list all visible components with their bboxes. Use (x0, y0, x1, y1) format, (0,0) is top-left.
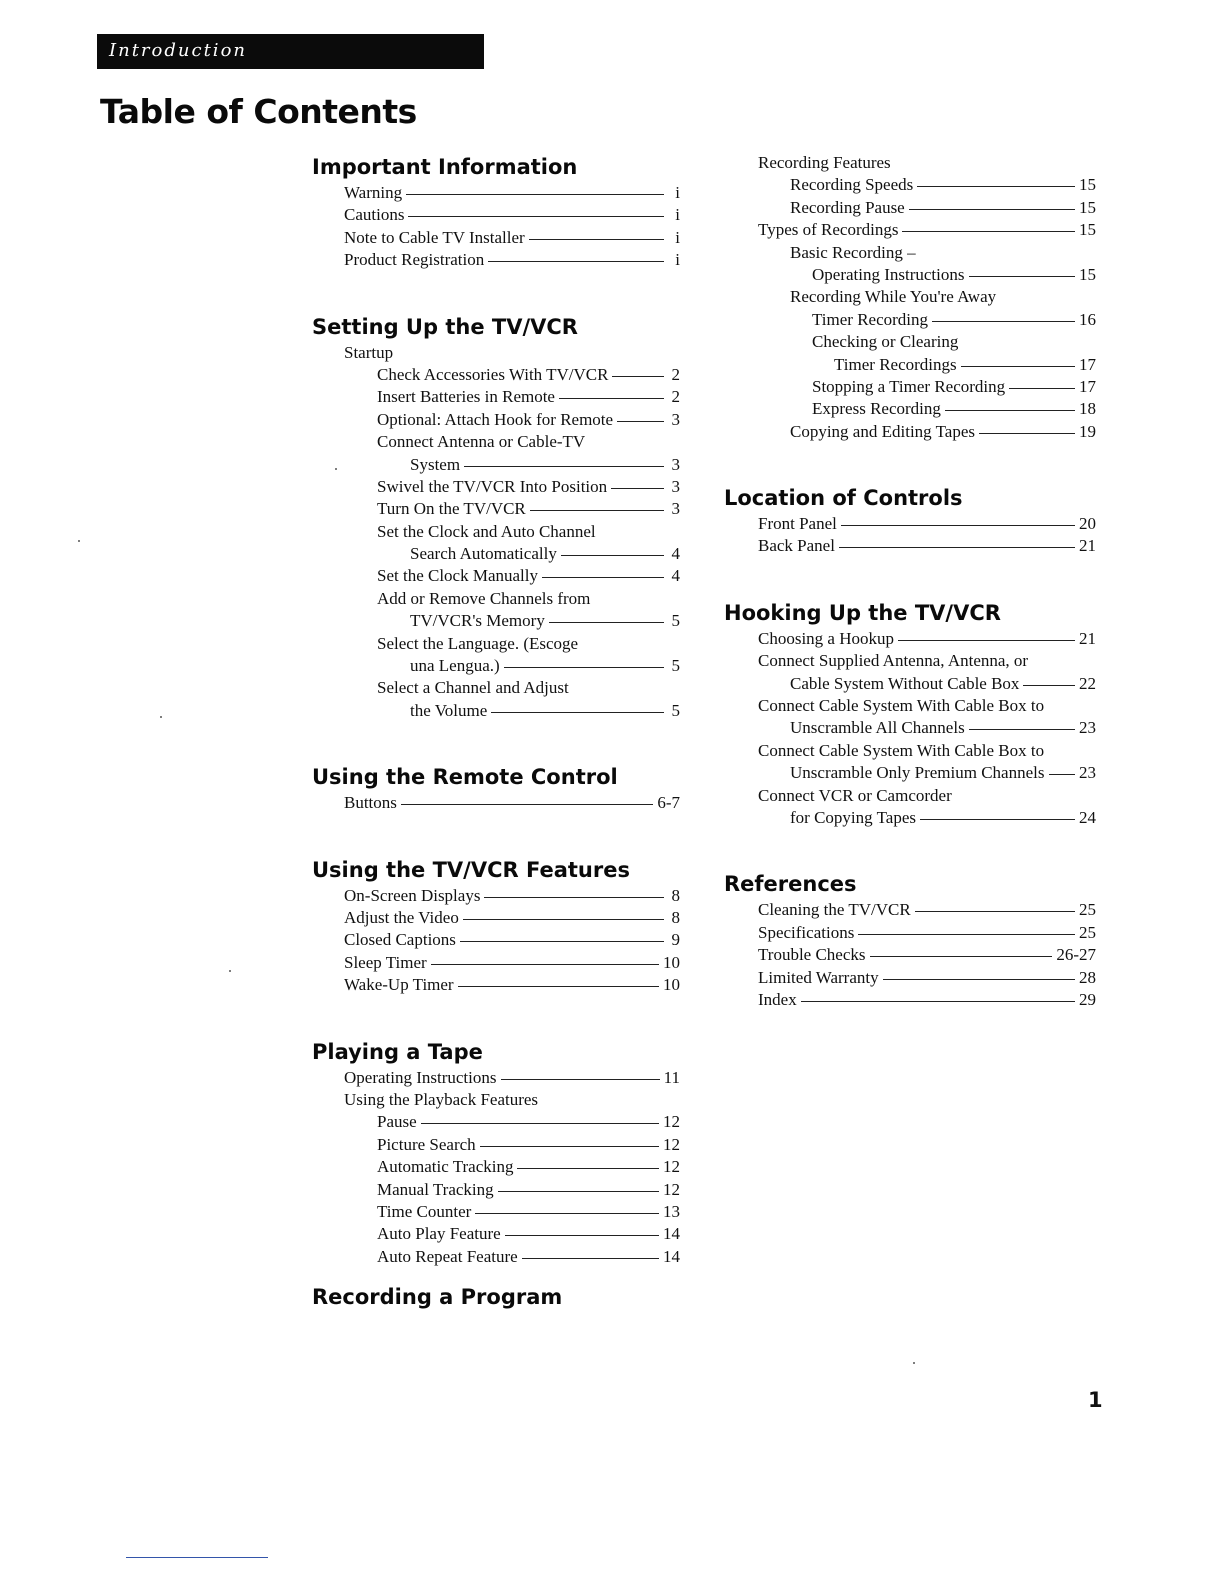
toc-entry-page: 19 (1079, 421, 1096, 441)
toc-entry-label: Recording Speeds (790, 175, 914, 195)
toc-entry (312, 1067, 680, 1089)
toc-entry (312, 1156, 680, 1178)
dot-leader (841, 525, 1075, 526)
toc-entry (724, 673, 1096, 695)
dot-leader (969, 276, 1076, 277)
toc-entry (724, 628, 1096, 650)
toc-entry (312, 1223, 680, 1245)
toc-section (312, 1037, 680, 1269)
page-number: 1 (1088, 1388, 1103, 1412)
toc-entry-page: 25 (1079, 922, 1096, 942)
toc-entry (312, 409, 680, 431)
dot-leader (491, 712, 664, 713)
dot-leader (431, 964, 659, 965)
toc-entry (724, 398, 1096, 420)
toc-section (724, 483, 1096, 558)
toc-entry-label: Startup (344, 342, 394, 362)
toc-entry-label: Optional: Attach Hook for Remote (377, 409, 614, 429)
toc-entry (312, 974, 680, 996)
dot-leader (858, 934, 1075, 935)
toc-entry-label: Unscramble Only Premium Channels (790, 763, 1045, 783)
section-heading: Using the TV/VCR Features (312, 857, 630, 882)
toc-right-column (724, 152, 1096, 1051)
toc-entry-label: Connect VCR or Camcorder (758, 785, 952, 805)
toc-entry-page: 15 (1079, 197, 1096, 217)
dot-leader (898, 640, 1075, 641)
dot-leader (542, 577, 664, 578)
toc-entry-page: 4 (671, 566, 680, 586)
toc-entry-page: 12 (663, 1179, 680, 1199)
toc-entry-label: Types of Recordings (758, 220, 899, 240)
dot-leader (458, 986, 659, 987)
dot-leader (484, 897, 664, 898)
dot-leader (839, 547, 1075, 548)
scan-speck (335, 468, 337, 470)
toc-entry-label: Picture Search (377, 1134, 476, 1154)
toc-entry (312, 182, 680, 204)
toc-entry-page: 3 (671, 409, 680, 429)
toc-entry (312, 342, 680, 364)
toc-section (312, 855, 680, 997)
toc-entry-page: 13 (663, 1201, 680, 1221)
toc-entry (724, 376, 1096, 398)
toc-entry-label: the Volume (410, 700, 488, 720)
dot-leader (504, 667, 664, 668)
toc-entry-label: Index (758, 989, 797, 1009)
toc-entry (312, 204, 680, 226)
scan-speck (78, 540, 80, 542)
toc-left-column (312, 152, 680, 1352)
toc-entry-page: 3 (671, 476, 680, 496)
toc-entry (312, 565, 680, 587)
toc-entry-label: Select the Language. (Escoge (377, 633, 579, 653)
toc-entry (312, 700, 680, 722)
toc-entry-label: Trouble Checks (758, 945, 866, 965)
section-heading: Important Information (312, 155, 578, 179)
dot-leader (501, 1079, 660, 1080)
toc-entry (312, 1089, 680, 1111)
dot-leader (464, 466, 664, 467)
toc-entry-label: Swivel the TV/VCR Into Position (377, 476, 608, 496)
toc-entry (312, 885, 680, 907)
toc-entry (312, 633, 680, 655)
toc-entry-page: 9 (671, 930, 680, 950)
toc-entry (724, 309, 1096, 331)
toc-entry-label: Check Accessories With TV/VCR (377, 364, 609, 384)
toc-entry-label: Limited Warranty (758, 967, 879, 987)
dot-leader (559, 398, 664, 399)
toc-entry (724, 219, 1096, 241)
toc-entry-label: Closed Captions (344, 930, 456, 950)
toc-entry (312, 792, 680, 814)
toc-entry (312, 655, 680, 677)
toc-entry-label: una Lengua.) (410, 656, 500, 676)
toc-entry (312, 588, 680, 610)
toc-section (312, 312, 680, 723)
dot-leader (421, 1123, 659, 1124)
toc-entry-label: Back Panel (758, 536, 835, 556)
toc-entry (724, 762, 1096, 784)
dot-leader (801, 1001, 1075, 1002)
toc-entry (312, 431, 680, 453)
dot-leader (1049, 774, 1076, 775)
toc-entry-page: 5 (671, 611, 680, 631)
toc-section (724, 152, 1096, 443)
toc-entry-label: Adjust the Video (344, 907, 459, 927)
toc-entry-label: Front Panel (758, 514, 837, 534)
toc-entry-page: 5 (671, 700, 680, 720)
toc-entry-page: i (675, 250, 680, 270)
toc-entry-page: 4 (671, 544, 680, 564)
section-heading: Location of Controls (724, 486, 963, 511)
toc-entry-page: 12 (663, 1112, 680, 1132)
section-heading: Hooking Up the TV/VCR (724, 600, 1001, 625)
toc-entry-page: 21 (1079, 536, 1096, 556)
toc-entry-label: Timer Recording (812, 309, 929, 329)
scan-speck (913, 1362, 915, 1364)
toc-entry-label: Automatic Tracking (377, 1157, 514, 1177)
toc-entry-page: 6-7 (657, 793, 680, 813)
toc-entry-page: 25 (1079, 900, 1096, 920)
toc-entry-page: 29 (1079, 989, 1096, 1009)
toc-entry (312, 498, 680, 520)
dot-leader (529, 239, 664, 240)
toc-entry-page: 28 (1079, 967, 1096, 987)
toc-entry (312, 476, 680, 498)
toc-entry-page: 3 (671, 499, 680, 519)
dot-leader (505, 1235, 659, 1236)
toc-entry (312, 677, 680, 699)
toc-entry-label: Add or Remove Channels from (377, 588, 591, 608)
toc-entry-page: 17 (1079, 354, 1096, 374)
toc-entry (724, 331, 1096, 353)
toc-entry-label: Note to Cable TV Installer (344, 227, 525, 247)
toc-entry-page: 20 (1079, 514, 1096, 534)
toc-entry-page: 2 (671, 387, 680, 407)
toc-entry-label: Connect Antenna or Cable-TV (377, 432, 586, 452)
toc-entry-page: 10 (663, 952, 680, 972)
toc-entry-page: 15 (1079, 264, 1096, 284)
dot-leader (915, 911, 1075, 912)
toc-entry-page: i (675, 183, 680, 202)
dot-leader (909, 209, 1075, 210)
toc-entry (724, 421, 1096, 443)
toc-entry (312, 454, 680, 476)
toc-section (312, 1282, 680, 1312)
toc-entry-label: Warning (344, 183, 403, 202)
toc-entry-page: 2 (671, 364, 680, 384)
toc-section (312, 152, 680, 272)
toc-entry-label: Cable System Without Cable Box (790, 673, 1020, 693)
toc-entry-label: Stopping a Timer Recording (812, 376, 1006, 396)
toc-entry-label: Auto Play Feature (377, 1224, 501, 1244)
toc-entry-page: 12 (663, 1134, 680, 1154)
dot-leader (870, 956, 1053, 957)
toc-entry (312, 543, 680, 565)
toc-entry-label: Manual Tracking (377, 1179, 494, 1199)
toc-entry-label: Pause (377, 1112, 417, 1132)
toc-entry-page: 5 (671, 656, 680, 676)
toc-entry-page: i (675, 205, 680, 225)
dot-leader (961, 366, 1075, 367)
toc-entry-page: 14 (663, 1246, 680, 1266)
dot-leader (498, 1191, 659, 1192)
toc-entry-label: Auto Repeat Feature (377, 1246, 518, 1266)
dot-leader (408, 216, 664, 217)
toc-entry (724, 354, 1096, 376)
toc-entry-label: Operating Instructions (812, 264, 965, 284)
toc-entry (724, 197, 1096, 219)
toc-entry-label: Connect Cable System With Cable Box to (758, 740, 1045, 760)
toc-entry-label: Connect Cable System With Cable Box to (758, 696, 1045, 716)
toc-entry-page: 23 (1079, 718, 1096, 738)
toc-entry (724, 922, 1096, 944)
toc-entry (724, 989, 1096, 1011)
toc-entry-label: Cleaning the TV/VCR (758, 900, 911, 920)
toc-entry (312, 610, 680, 632)
section-heading: Using the Remote Control (312, 765, 618, 790)
toc-entry-page: 11 (663, 1067, 680, 1087)
toc-entry-page: 24 (1079, 807, 1096, 827)
toc-entry-label: On-Screen Displays (344, 885, 481, 905)
toc-entry-label: Cautions (344, 205, 405, 225)
section-heading: Recording a Program (312, 1285, 563, 1310)
dot-leader (969, 729, 1075, 730)
toc-entry (724, 740, 1096, 762)
toc-entry-page: 26-27 (1056, 945, 1096, 965)
toc-entry-label: Recording While You're Away (790, 287, 997, 307)
toc-entry-label: for Copying Tapes (790, 807, 916, 827)
toc-entry (724, 807, 1096, 829)
dot-leader (920, 819, 1075, 820)
toc-entry-page: 16 (1079, 309, 1096, 329)
toc-entry-label: Set the Clock and Auto Channel (377, 521, 596, 541)
toc-entry (724, 264, 1096, 286)
toc-entry (724, 513, 1096, 535)
toc-entry-page: 14 (663, 1224, 680, 1244)
toc-entry-page: 3 (671, 454, 680, 474)
toc-entry-label: Unscramble All Channels (790, 718, 965, 738)
toc-entry (724, 174, 1096, 196)
toc-entry (724, 967, 1096, 989)
toc-entry-label: Specifications (758, 922, 855, 942)
toc-entry (724, 535, 1096, 557)
toc-entry-page: 22 (1079, 673, 1096, 693)
toc-entry (312, 1201, 680, 1223)
dot-leader (475, 1213, 659, 1214)
toc-entry-label: Product Registration (344, 250, 485, 270)
toc-entry-page: 23 (1079, 763, 1096, 783)
dot-leader (517, 1168, 659, 1169)
toc-entry-label: Connect Supplied Antenna, Antenna, or (758, 651, 1029, 671)
scan-speck (160, 716, 162, 718)
toc-entry (312, 1246, 680, 1268)
toc-entry-label: Sleep Timer (344, 952, 427, 972)
toc-entry (312, 249, 680, 271)
toc-section (724, 598, 1096, 830)
toc-entry-label: Checking or Clearing (812, 332, 959, 352)
dot-leader (522, 1258, 659, 1259)
footer-rule (126, 1557, 268, 1558)
dot-leader (460, 941, 664, 942)
dot-leader (488, 261, 664, 262)
section-heading: Playing a Tape (312, 1039, 483, 1064)
toc-entry-label: Time Counter (377, 1201, 472, 1221)
toc-entry-label: Recording Features (758, 153, 891, 172)
toc-entry (724, 242, 1096, 264)
toc-entry (724, 785, 1096, 807)
toc-section (312, 762, 680, 814)
toc-entry-page: 8 (671, 907, 680, 927)
dot-leader (406, 194, 664, 195)
dot-leader (549, 622, 664, 623)
toc-entry (312, 1111, 680, 1133)
toc-entry-page: 10 (663, 975, 680, 995)
dot-leader (463, 919, 664, 920)
toc-entry-label: Search Automatically (410, 544, 557, 564)
toc-entry-label: Insert Batteries in Remote (377, 387, 555, 407)
dot-leader (401, 804, 653, 805)
dot-leader (530, 510, 664, 511)
toc-entry-label: Using the Playback Features (344, 1089, 539, 1109)
toc-entry (724, 286, 1096, 308)
dot-leader (945, 410, 1075, 411)
toc-section (724, 869, 1096, 1011)
toc-entry-label: TV/VCR's Memory (410, 611, 545, 631)
toc-entry (312, 227, 680, 249)
dot-leader (1023, 685, 1075, 686)
toc-entry (312, 907, 680, 929)
chapter-header-label: Introduction (109, 40, 247, 61)
toc-entry (312, 386, 680, 408)
toc-entry-label: Choosing a Hookup (758, 628, 894, 648)
toc-entry (724, 650, 1096, 672)
toc-entry (312, 952, 680, 974)
toc-entry-page: 18 (1079, 399, 1096, 419)
toc-entry (724, 152, 1096, 174)
toc-entry (312, 364, 680, 386)
toc-entry (724, 717, 1096, 739)
dot-leader (932, 321, 1075, 322)
toc-entry (312, 929, 680, 951)
toc-entry-label: Turn On the TV/VCR (377, 499, 526, 519)
toc-entry-page: 8 (671, 885, 680, 905)
toc-entry-label: Basic Recording – (790, 242, 916, 262)
chapter-header-bar (97, 34, 484, 69)
toc-entry (724, 899, 1096, 921)
dot-leader (611, 488, 664, 489)
toc-entry-page: 15 (1079, 220, 1096, 240)
toc-entry-label: Copying and Editing Tapes (790, 421, 976, 441)
toc-entry-page: i (675, 227, 680, 247)
dot-leader (917, 186, 1075, 187)
toc-entry-page: 15 (1079, 175, 1096, 195)
section-heading: Setting Up the TV/VCR (312, 314, 578, 339)
dot-leader (612, 376, 664, 377)
dot-leader (480, 1146, 659, 1147)
section-heading: References (724, 872, 857, 897)
toc-entry (312, 1179, 680, 1201)
dot-leader (902, 231, 1075, 232)
toc-entry (724, 695, 1096, 717)
toc-entry (312, 521, 680, 543)
dot-leader (883, 979, 1075, 980)
toc-entry-label: Set the Clock Manually (377, 566, 539, 586)
toc-entry-label: Express Recording (812, 399, 941, 419)
toc-entry (724, 944, 1096, 966)
toc-entry-label: System (410, 454, 461, 474)
dot-leader (561, 555, 664, 556)
toc-entry (312, 1134, 680, 1156)
toc-entry-label: Recording Pause (790, 197, 905, 217)
dot-leader (617, 421, 664, 422)
dot-leader (1009, 388, 1075, 389)
page-title: Table of Contents (100, 92, 417, 131)
toc-entry-label: Operating Instructions (344, 1067, 497, 1087)
toc-entry-page: 21 (1079, 628, 1096, 648)
toc-entry-page: 17 (1079, 376, 1096, 396)
toc-entry-page: 12 (663, 1157, 680, 1177)
toc-entry-label: Select a Channel and Adjust (377, 678, 569, 698)
toc-entry-label: Wake-Up Timer (344, 975, 454, 995)
dot-leader (979, 433, 1075, 434)
toc-entry-label: Timer Recordings (834, 354, 957, 374)
toc-entry-label: Buttons (344, 793, 397, 813)
scan-speck (229, 970, 231, 972)
